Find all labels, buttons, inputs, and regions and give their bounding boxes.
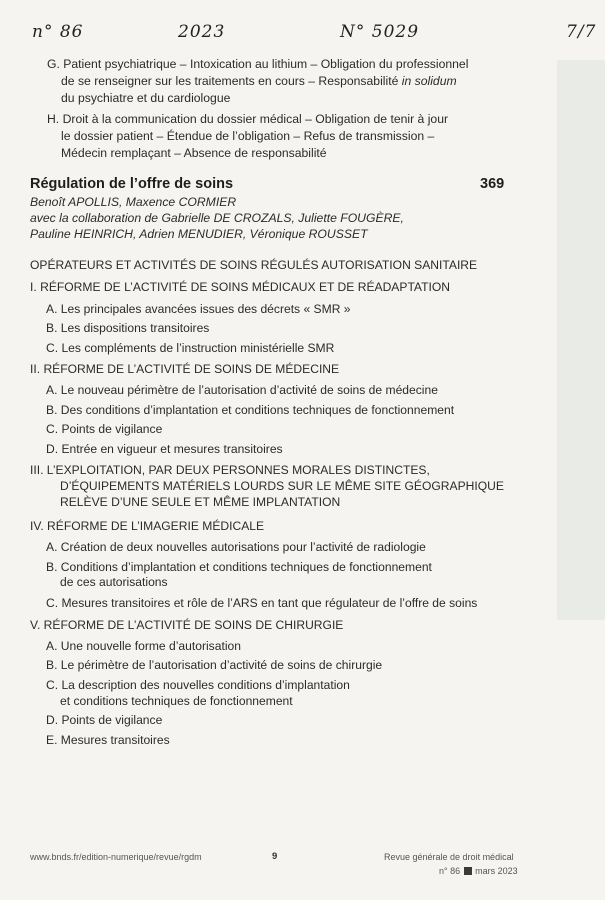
- toc-part-iii-line-2: D’ÉQUIPEMENTS MATÉRIELS LOURDS SUR LE MÊME SITE GÉOGRAPHIQUE: [60, 479, 504, 493]
- square-separator-icon: [464, 867, 472, 875]
- toc-part-v-e: E. Mesures transitoires: [46, 733, 170, 747]
- section-page-number: 369: [480, 176, 505, 192]
- authors-line-2: avec la collaboration de Gabrielle DE CROZALS, Juliette FOUGÈRE,: [30, 211, 404, 225]
- toc-part-v-c-line-1: C. La description des nouvelles conditions d’implantation: [46, 678, 350, 692]
- toc-part-ii: II. RÉFORME DE L’ACTIVITÉ DE SOINS DE MÉDECINE: [30, 362, 340, 376]
- authors-line-3: Pauline HEINRICH, Adrien MENUDIER, Véronique ROUSSET: [30, 227, 368, 241]
- section-title: Régulation de l’offre de soins: [30, 176, 234, 192]
- footer-issue-date: mars 2023: [475, 866, 518, 876]
- footer-journal-name: Revue générale de droit médical: [384, 852, 514, 862]
- toc-part-i-a: A. Les principales avancées issues des décrets « SMR »: [46, 302, 351, 316]
- toc-part-ii-b: B. Des conditions d’implantation et conditions techniques de fonctionnement: [46, 403, 455, 417]
- page-edge-shadow: [557, 60, 605, 620]
- handwritten-issue-number: n° 86: [32, 22, 84, 42]
- entry-g-line-2: de se renseigner sur les traitements en cours – Responsabilité in solidum: [61, 74, 457, 88]
- entry-h-line-2: le dossier patient – Étendue de l’obligation – Refus de transmission –: [61, 129, 435, 143]
- entry-h-line-1: H. Droit à la communication du dossier médical – Obligation de tenir à jour: [47, 112, 449, 126]
- footer-page-number: 9: [272, 851, 278, 862]
- toc-part-ii-c: C. Points de vigilance: [46, 422, 163, 436]
- toc-part-v-b: B. Le périmètre de l’autorisation d’activité de soins de chirurgie: [46, 658, 383, 672]
- toc-part-v: V. RÉFORME DE L’ACTIVITÉ DE SOINS DE CHIRURGIE: [30, 618, 344, 632]
- toc-part-ii-a: A. Le nouveau périmètre de l’autorisation d’activité de soins de médecine: [46, 383, 438, 397]
- footer-issue: [439, 866, 518, 876]
- toc-part-i-c: C. Les compléments de l’instruction ministérielle SMR: [46, 341, 335, 355]
- toc-part-v-d: D. Points de vigilance: [46, 713, 163, 727]
- toc-part-iii-line-3: RELÈVE D’UNE SEULE ET MÊME IMPLANTATION: [60, 495, 341, 509]
- handwritten-reference: N° 5029: [340, 22, 420, 42]
- authors-line-1: Benoît APOLLIS, Maxence CORMIER: [30, 195, 237, 209]
- toc-part-i-b: B. Les dispositions transitoires: [46, 321, 210, 335]
- toc-part-iv: IV. RÉFORME DE L’IMAGERIE MÉDICALE: [30, 519, 265, 533]
- section-authors: [30, 194, 530, 242]
- toc-part-v-a: A. Une nouvelle forme d’autorisation: [46, 639, 241, 653]
- entry-g-line-1: G. Patient psychiatrique – Intoxication au lithium – Obligation du professionnel: [47, 57, 469, 71]
- toc-heading: OPÉRATEURS ET ACTIVITÉS DE SOINS RÉGULÉS AUTORISATION SANITAIRE: [30, 258, 478, 272]
- toc-part-ii-d: D. Entrée en vigueur et mesures transitoires: [46, 442, 283, 456]
- footer-url: www.bnds.fr/edition-numerique/revue/rgdm: [30, 852, 202, 862]
- handwritten-page-count: 7/7: [566, 22, 597, 42]
- toc-part-v-c-line-2: et conditions techniques de fonctionnement: [60, 694, 293, 708]
- toc-part-iv-b-line-2: de ces autorisations: [60, 575, 168, 589]
- footer-issue-number: n° 86: [439, 866, 461, 876]
- entry-g-line-3: du psychiatre et du cardiologue: [61, 91, 231, 105]
- toc-part-i: I. RÉFORME DE L’ACTIVITÉ DE SOINS MÉDICAUX ET DE RÉADAPTATION: [30, 280, 450, 294]
- handwritten-year: 2023: [178, 22, 226, 42]
- toc-part-iv-c: C. Mesures transitoires et rôle de l’ARS en tant que régulateur de l’offre de soins: [46, 596, 478, 610]
- toc-part-iii-line-1: III. L’EXPLOITATION, PAR DEUX PERSONNES MORALES DISTINCTES,: [30, 463, 430, 477]
- entry-h-line-3: Médecin remplaçant – Absence de responsabilité: [61, 146, 327, 160]
- toc-part-iv-a: A. Création de deux nouvelles autorisations pour l’activité de radiologie: [46, 540, 426, 554]
- toc-part-iv-b-line-1: B. Conditions d’implantation et conditions techniques de fonctionnement: [46, 560, 432, 574]
